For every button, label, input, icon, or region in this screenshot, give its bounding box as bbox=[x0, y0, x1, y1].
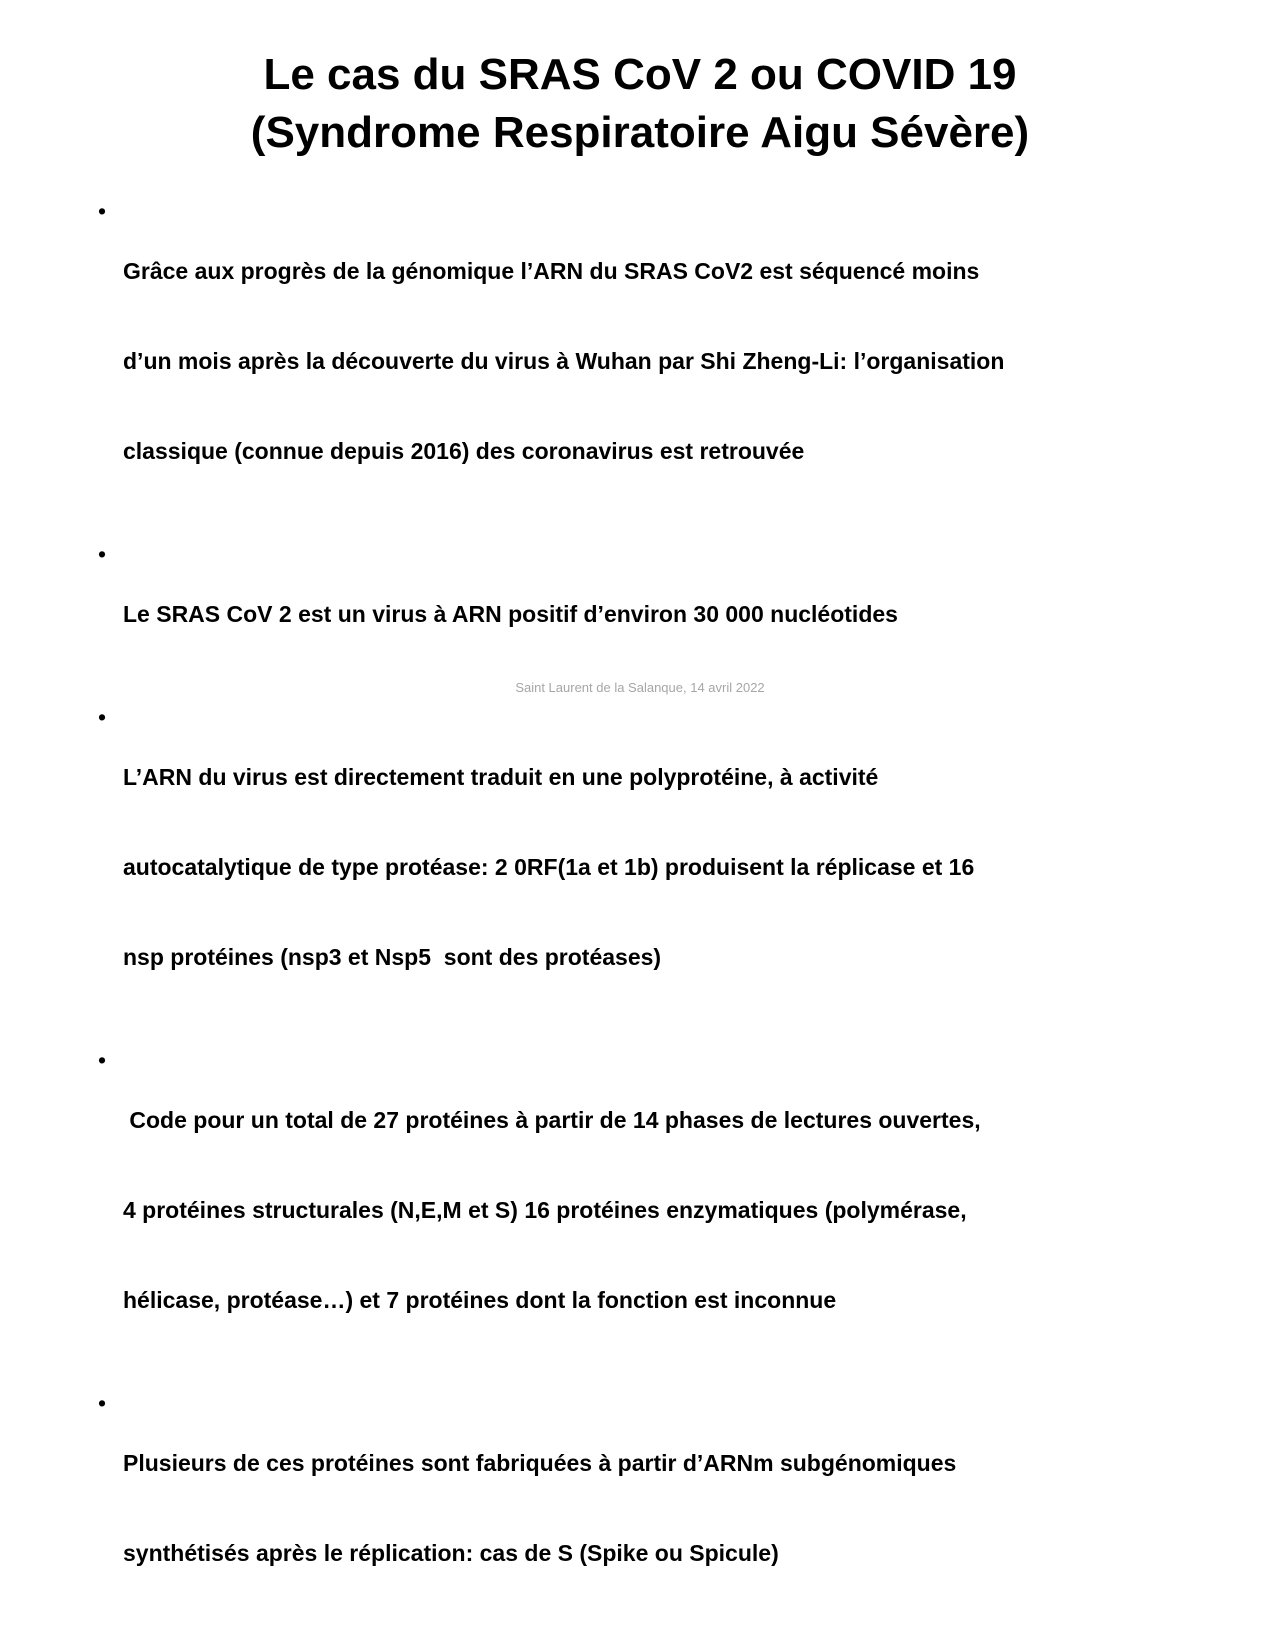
bullet-text bbox=[123, 702, 1208, 1032]
bullet-line: nsp protéines (nsp3 et Nsp5 sont des protéases) bbox=[123, 944, 662, 970]
bullet-line: autocatalytique de type protéase: 2 0RF(1a et 1b) produisent la réplicase et 16 bbox=[123, 854, 975, 880]
bullet-point-icon: • bbox=[98, 198, 107, 224]
bullet-line: Plusieurs de ces protéines sont fabriquées à partir d’ARNm subgénomiques bbox=[123, 1450, 957, 1476]
bullet-line: classique (connue depuis 2016) des coronavirus est retrouvée bbox=[123, 438, 805, 464]
bullet-point-icon: • bbox=[98, 541, 107, 567]
bullet-text bbox=[123, 1045, 1208, 1375]
bullet-line: Le SRAS CoV 2 est un virus à ARN positif d’environ 30 000 nucléotides bbox=[123, 601, 898, 627]
bullet-line: 4 protéines structurales (N,E,M et S) 16 protéines enzymatiques (polymérase, bbox=[123, 1197, 967, 1223]
bullet-item bbox=[98, 702, 1208, 1032]
bullet-point-icon: • bbox=[98, 1390, 107, 1416]
bullet-line: d’un mois après la découverte du virus à Wuhan par Shi Zheng-Li: l’organisation bbox=[123, 348, 1005, 374]
bullet-line: L’ARN du virus est directement traduit en une polyprotéine, à activité bbox=[123, 764, 879, 790]
bullet-point-icon: • bbox=[98, 1047, 107, 1073]
bullet-item bbox=[98, 539, 1208, 689]
bullet-line: hélicase, protéase…) et 7 protéines dont la fonction est inconnue bbox=[123, 1287, 837, 1313]
bullet-item bbox=[98, 1388, 1208, 1628]
bullet-line: Grâce aux progrès de la génomique l’ARN du SRAS CoV2 est séquencé moins bbox=[123, 258, 980, 284]
slide-title bbox=[0, 46, 1280, 162]
bullet-text bbox=[123, 1388, 1208, 1628]
slide-footer: Saint Laurent de la Salanque, 14 avril 2022 bbox=[515, 680, 765, 695]
slide-title-line-1: Le cas du SRAS CoV 2 ou COVID 19 bbox=[263, 50, 1017, 99]
bullet-list bbox=[98, 196, 1208, 1641]
slide-title-line-2: (Syndrome Respiratoire Aigu Sévère) bbox=[250, 108, 1030, 157]
bullet-point-icon: • bbox=[98, 704, 107, 730]
bullet-item bbox=[98, 1045, 1208, 1375]
bullet-line: synthétisés après le réplication: cas de S (Spike ou Spicule) bbox=[123, 1540, 779, 1566]
bullet-text bbox=[123, 196, 1208, 526]
bullet-item bbox=[98, 196, 1208, 526]
bullet-line: Code pour un total de 27 protéines à partir de 14 phases de lectures ouvertes, bbox=[123, 1107, 981, 1133]
bullet-text bbox=[123, 539, 1208, 689]
